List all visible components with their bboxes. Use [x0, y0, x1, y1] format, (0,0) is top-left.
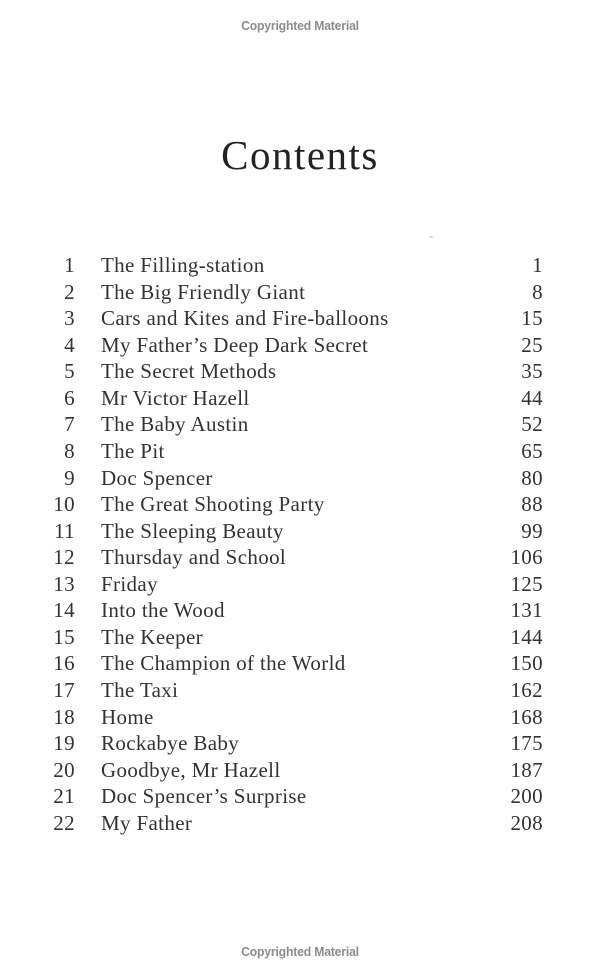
chapter-number: 2	[64, 279, 75, 304]
toc-entry	[53, 279, 543, 306]
chapter-number: 20	[53, 757, 75, 782]
chapter-title: The Champion of the World	[101, 651, 346, 676]
chapter-page-number: 187	[510, 757, 543, 782]
chapter-title: The Taxi	[101, 678, 179, 702]
chapter-title: Cars and Kites and Fire-balloons	[101, 306, 389, 331]
chapter-number: 18	[53, 704, 75, 729]
chapter-title: The Great Shooting Party	[101, 492, 325, 517]
toc-entry	[53, 358, 543, 385]
chapter-page-number: 99	[521, 518, 543, 543]
chapter-number: 10	[53, 492, 75, 517]
chapter-title: The Pit	[101, 438, 165, 463]
toc-entry	[53, 597, 543, 624]
chapter-page-number: 131	[510, 598, 543, 623]
chapter-number: 6	[64, 385, 75, 410]
chapter-page-number: 35	[521, 359, 543, 384]
page-title: Contents	[221, 132, 379, 178]
chapter-number: 5	[64, 359, 75, 384]
chapter-page-number: 65	[521, 438, 543, 463]
chapter-number: 14	[53, 598, 75, 623]
chapter-number: 4	[64, 332, 75, 357]
chapter-page-number: 175	[510, 731, 543, 756]
chapter-title: The Big Friendly Giant	[101, 279, 306, 304]
toc-entry	[53, 624, 543, 651]
toc-entry	[53, 305, 543, 332]
toc-entry	[53, 518, 543, 545]
chapter-page-number: 106	[510, 545, 543, 570]
toc-entry	[53, 252, 543, 279]
chapter-page-number: 25	[521, 332, 543, 357]
chapter-title: Into the Wood	[101, 598, 225, 623]
toc-entry	[53, 704, 543, 731]
scan-artifact-dot	[429, 236, 433, 238]
chapter-title: The Baby Austin	[101, 412, 249, 437]
chapter-number: 22	[53, 810, 75, 835]
chapter-number: 11	[54, 518, 75, 543]
table-of-contents	[53, 252, 543, 836]
chapter-page-number: 8	[532, 279, 543, 304]
chapter-number: 17	[53, 678, 75, 702]
chapter-title: The Sleeping Beauty	[101, 518, 284, 543]
chapter-title: Rockabye Baby	[101, 731, 240, 756]
toc-entry	[53, 491, 543, 518]
chapter-title: Friday	[101, 571, 158, 596]
chapter-page-number: 80	[521, 465, 543, 490]
toc-entry	[53, 465, 543, 492]
toc-entry	[53, 438, 543, 465]
chapter-number: 16	[53, 651, 75, 676]
toc-entry	[53, 544, 543, 571]
copyright-notice-bottom: Copyrighted Material	[241, 944, 359, 959]
toc-entry	[53, 332, 543, 359]
toc-entry	[53, 411, 543, 438]
chapter-page-number: 125	[510, 571, 543, 596]
copyright-notice-top: Copyrighted Material	[241, 18, 359, 33]
chapter-number: 9	[64, 465, 75, 490]
toc-entry	[53, 783, 543, 810]
chapter-title: My Father	[101, 810, 193, 835]
chapter-number: 3	[64, 306, 75, 331]
chapter-page-number: 15	[521, 306, 543, 331]
chapter-number: 1	[64, 253, 75, 277]
chapter-page-number: 208	[510, 810, 543, 835]
chapter-number: 19	[53, 731, 75, 756]
chapter-page-number: 44	[521, 385, 543, 410]
chapter-page-number: 88	[521, 492, 543, 517]
chapter-number: 12	[53, 545, 75, 570]
toc-entry	[53, 385, 543, 412]
chapter-number: 8	[64, 438, 75, 463]
toc-entry	[53, 810, 543, 837]
chapter-page-number: 52	[521, 412, 543, 437]
chapter-title: Mr Victor Hazell	[101, 385, 250, 410]
chapter-title: Doc Spencer	[101, 465, 213, 490]
chapter-title: The Secret Methods	[101, 359, 277, 384]
chapter-title: Home	[101, 704, 154, 729]
chapter-title: The Filling-station	[101, 253, 265, 277]
chapter-page-number: 1	[532, 253, 543, 277]
toc-entry	[53, 571, 543, 598]
chapter-title: My Father’s Deep Dark Secret	[101, 332, 369, 357]
chapter-title: Doc Spencer’s Surprise	[101, 784, 307, 809]
chapter-title: The Keeper	[101, 624, 204, 649]
toc-entry	[53, 730, 543, 757]
chapter-number: 21	[53, 784, 75, 809]
toc-entry	[53, 650, 543, 677]
toc-entry	[53, 677, 543, 704]
toc-entry	[53, 757, 543, 784]
chapter-page-number: 168	[510, 704, 543, 729]
chapter-title: Goodbye, Mr Hazell	[101, 757, 281, 782]
chapter-page-number: 144	[510, 624, 543, 649]
chapter-title: Thursday and School	[101, 545, 287, 570]
chapter-page-number: 162	[510, 678, 543, 702]
chapter-number: 15	[53, 624, 75, 649]
chapter-number: 13	[53, 571, 75, 596]
chapter-number: 7	[64, 412, 75, 437]
chapter-page-number: 150	[510, 651, 543, 676]
chapter-page-number: 200	[510, 784, 543, 809]
